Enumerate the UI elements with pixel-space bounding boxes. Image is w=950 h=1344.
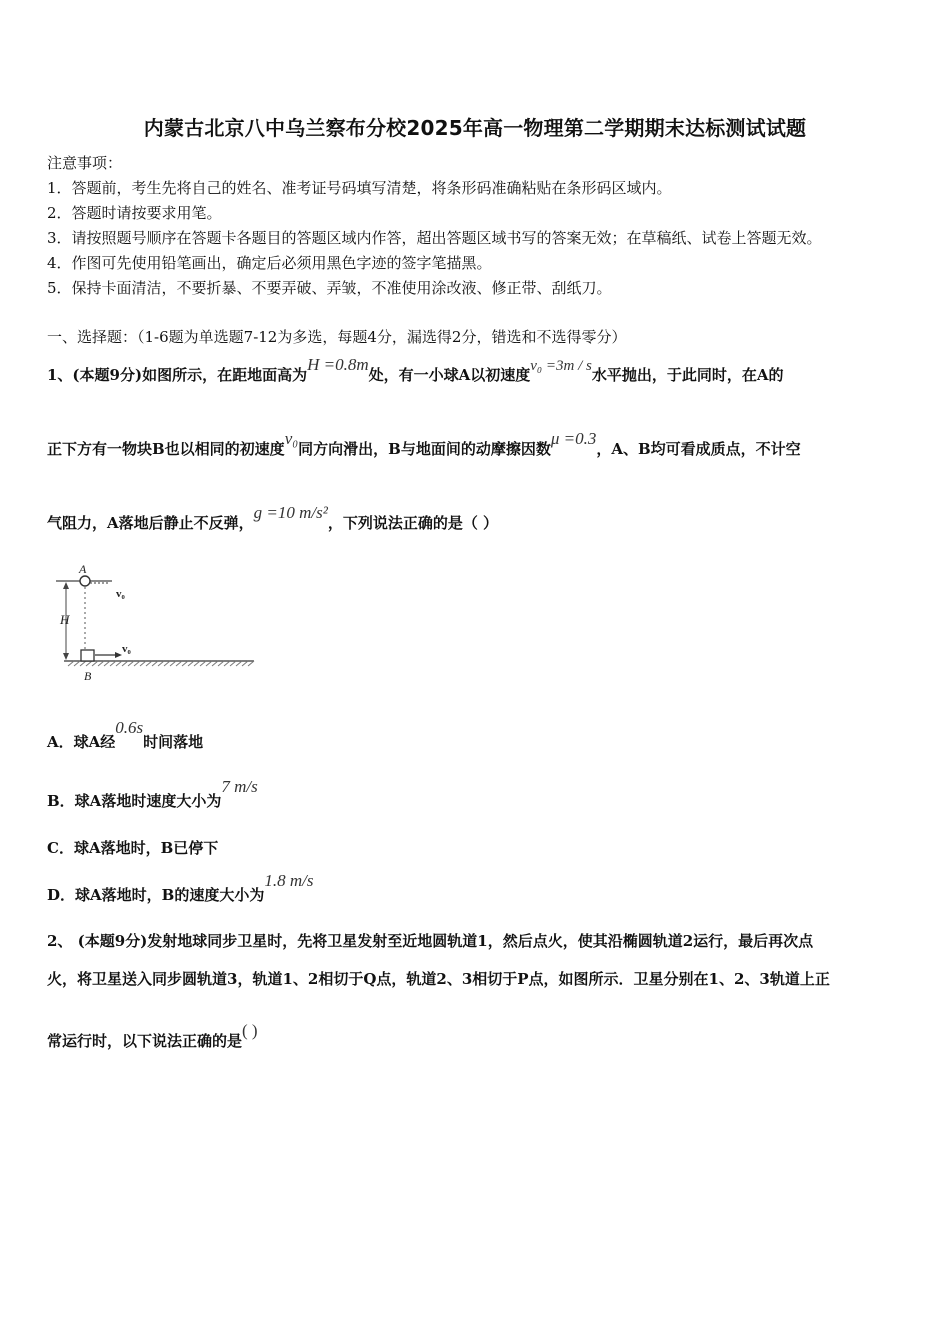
q1-text: 气阻力，A落地后静止不反弹， xyxy=(47,514,254,532)
q1-option-a xyxy=(47,718,204,752)
q1-height-formula: H =0.8m xyxy=(307,355,369,374)
q1-option-d xyxy=(47,871,314,905)
option-d-formula: 1.8 m/s xyxy=(264,871,314,890)
page-title: 内蒙古北京八中乌兰察布分校2025年高一物理第二学期期末达标测试试题 xyxy=(143,116,807,140)
notice-heading: 注意事项： xyxy=(47,154,123,172)
notice-item-3: 3．请按照题号顺序在答题卡各题目的答题区域内作答，超出答题区域书写的答案无效；在草稿纸、试卷上答题无效。 xyxy=(47,229,822,247)
label-v0-bottom: v₀ xyxy=(122,643,131,655)
height-arrow-down-icon xyxy=(63,653,69,660)
q1-option-b xyxy=(47,777,258,811)
q1-text: 同方向滑出，B与地面间的动摩擦因数 xyxy=(298,440,551,458)
label-h: H xyxy=(60,612,70,627)
q1-option-c xyxy=(47,837,218,858)
q1-text: 正下方有一物块B也以相同的初速度 xyxy=(47,440,285,458)
label-b: B xyxy=(84,669,92,683)
notice-item-5: 5．保持卡面清洁，不要折暴、不要弄破、弄皱，不准使用涂改液、修正带、刮纸刀。 xyxy=(47,279,612,297)
option-c-text: C．球A落地时，B已停下 xyxy=(47,839,219,857)
q1-line-2 xyxy=(47,429,801,459)
q2-line-3 xyxy=(47,1021,258,1051)
block-b-icon xyxy=(81,650,94,661)
notice-item-1: 1．答题前，考生先将自己的姓名、准考证号码填写清楚，将条形码准确粘贴在条形码区域内。 xyxy=(47,179,672,197)
q2-line-1: 2、 (本题9分)发射地球同步卫星时，先将卫星发射至近地圆轨道1，然后点火，使其沿椭圆轨道2运行，最后再次点 xyxy=(47,932,814,950)
label-a: A xyxy=(79,562,87,576)
option-b-formula: 7 m/s xyxy=(221,777,258,796)
q1-v0b-formula: v₀ xyxy=(284,429,299,448)
q1-mu-formula: μ =0.3 xyxy=(550,429,597,448)
q1-g-formula: g =10 m/s² xyxy=(253,503,328,522)
q1-v0-formula: v₀ =3m / s xyxy=(530,358,592,374)
section-heading: 一、选择题：（1-6题为单选题7-12为多选，每题4分，漏选得2分，错选和不选得零分） xyxy=(47,328,627,346)
notice-item-2: 2．答题时请按要求用笔。 xyxy=(47,204,222,222)
q1-line-3 xyxy=(47,503,499,533)
block-b-arrow-head-icon xyxy=(115,652,122,658)
notice-item-4: 4．作图可先使用铅笔画出，确定后必须用黑色字迹的签字笔描黑。 xyxy=(47,254,492,272)
option-a-text: A．球A经 xyxy=(47,733,116,751)
option-d-text: D．球A落地时，B的速度大小为 xyxy=(47,886,265,904)
q1-figure xyxy=(54,562,260,688)
q1-text: ，A、B均可看成质点，不计空 xyxy=(596,440,801,458)
height-arrow-up-icon xyxy=(63,582,69,589)
q2-line-2: 火，将卫星送入同步圆轨道3，轨道1、2相切于Q点，轨道2、3相切于P点，如图所示．卫星分别在1、2、3轨道上正 xyxy=(47,970,830,988)
option-b-text: B．球A落地时速度大小为 xyxy=(47,792,222,810)
q1-line-1 xyxy=(47,355,784,385)
q2-answer-paren: ( ) xyxy=(242,1021,258,1040)
ball-a-icon xyxy=(80,576,90,586)
label-v0-top: v₀ xyxy=(116,588,125,600)
q1-text: ，下列说法正确的是（ ） xyxy=(327,514,499,532)
q2-text: 常运行时，以下说法正确的是 xyxy=(47,1032,243,1050)
q1-text: 水平抛出，于此同时，在A的 xyxy=(591,366,784,384)
q1-text: 处，有一小球A以初速度 xyxy=(368,366,531,384)
option-a-formula: 0.6s xyxy=(115,718,144,737)
q1-text: 1、(本题9分)如图所示，在距地面高为 xyxy=(47,366,308,384)
option-a-tail: 时间落地 xyxy=(143,733,204,751)
